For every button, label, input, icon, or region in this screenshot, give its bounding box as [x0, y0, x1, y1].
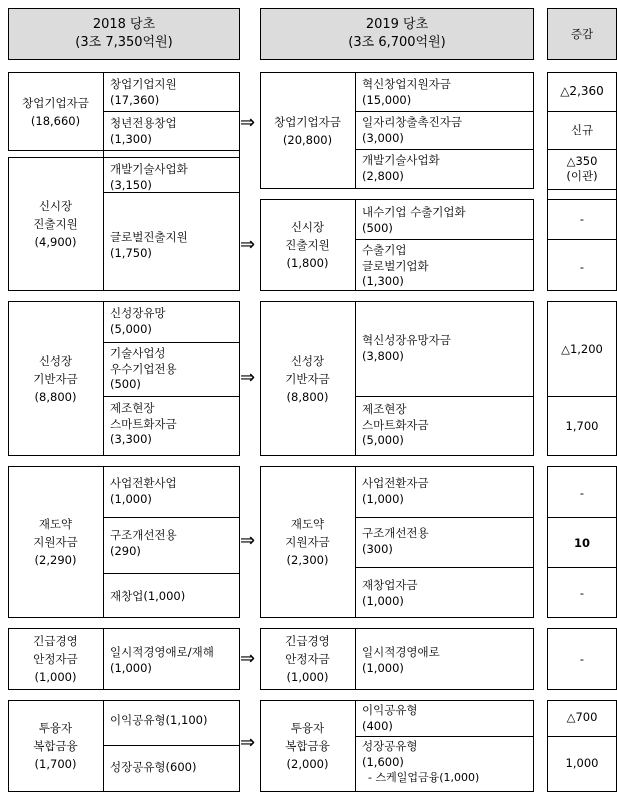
header-2019-title: 2019 당초 [365, 17, 429, 32]
s2-left-divider [103, 157, 104, 291]
s6-left-divider [103, 700, 104, 792]
s5-left-category: 긴급경영 안정자금 (1,000) [33, 634, 78, 684]
header-2018 [8, 8, 240, 60]
s3-right-item-2: 제조현장 스마트화자금 (5,000) [362, 402, 429, 447]
s4-left-rowline-2 [103, 573, 240, 574]
s1-left-rowline [103, 111, 240, 112]
s1-right-rowline-1 [355, 111, 534, 112]
s1-diff-1: △2,360 [560, 84, 604, 98]
s6-right-divider [355, 700, 356, 792]
s6-diff-line [547, 736, 617, 737]
s6-right-subitem: - 스케일업금융(1,000) [368, 771, 480, 784]
s2-left-item-1: 개발기술사업화 (3,150) [110, 162, 188, 192]
s5-right-category: 긴급경영 안정자금 (1,000) [285, 634, 330, 684]
s3-left-divider [103, 301, 104, 456]
s3-diff-1: △1,200 [561, 342, 603, 356]
s1-diff-2: 신규 [570, 123, 594, 137]
header-2019-total: (3조 6,700억원) [348, 35, 446, 50]
s1-right-item-3: 개발기술사업화 (2,800) [362, 153, 440, 183]
s3-left-item-3: 제조현장 스마트화자금 (3,300) [110, 401, 177, 446]
s1-right-item-2: 일자리창출촉진자금 (3,000) [362, 115, 462, 145]
s5-diff-1: - [579, 652, 585, 666]
s6-right-category: 투융자 복합금융 (2,000) [285, 721, 330, 771]
s1-left-category: 창업기업자금 (18,660) [22, 95, 89, 128]
s1-right-category: 창업기업자금 (20,800) [274, 114, 341, 147]
s3-right-category: 신성장 기반자금 (8,800) [285, 353, 330, 404]
s4-left-category: 재도약 지원자금 (2,290) [33, 517, 78, 567]
s4-right-item-1: 사업전환자금 (1,000) [362, 476, 429, 506]
header-2018-total: (3조 7,350억원) [75, 35, 173, 50]
s2-left-category: 신시장 진출지원 (4,900) [33, 199, 78, 249]
s2-diff-1: - [579, 212, 585, 226]
s1-left-item-2: 청년전용창업 (1,300) [110, 116, 177, 146]
s4-right-rowline-2 [355, 567, 534, 568]
s4-right-item-3: 재창업자금 (1,000) [362, 578, 418, 608]
s3-right-item-1: 혁신성장유망자금 (3,800) [362, 333, 451, 363]
s6-right-item-1: 이익공유형 (400) [362, 703, 418, 733]
s6-left-item-2: 성장공유형(600) [110, 760, 197, 774]
s4-diff-3: - [579, 586, 585, 600]
header-change-label: 증감 [570, 27, 594, 41]
header-2018-title: 2018 당초 [92, 17, 156, 32]
s6-diff-1: △700 [566, 710, 598, 724]
s3-left-rowline-2 [103, 396, 240, 397]
header-2019 [260, 8, 534, 60]
s1-arrow: ⇒ [240, 112, 256, 133]
s4-left-item-1: 사업전환사업 (1,000) [110, 476, 177, 506]
s12-diff-line-4 [547, 199, 617, 200]
s12-diff-line-3 [547, 189, 617, 190]
s4-arrow: ⇒ [240, 530, 256, 551]
s2-diff-2: - [579, 260, 585, 274]
s2-right-item-1: 내수기업 수출기업화 (500) [362, 205, 466, 235]
s5-right-item-1: 일시적경영애로 (1,000) [362, 645, 440, 675]
s5-arrow: ⇒ [240, 648, 256, 669]
s1-diff-3: △350 [566, 154, 598, 168]
s3-left-rowline-1 [103, 342, 240, 343]
s5-left-divider [103, 628, 104, 690]
s3-right-divider [355, 301, 356, 456]
s4-right-item-2: 구조개선전용 (300) [362, 526, 429, 556]
s4-right-rowline-1 [355, 517, 534, 518]
s1-left-item-1: 창업기업지원 (17,360) [110, 77, 177, 107]
s4-left-rowline-1 [103, 517, 240, 518]
s6-left-item-1: 이익공유형(1,100) [110, 713, 208, 727]
s6-right-rowline [355, 736, 534, 737]
s12-diff-line-5 [547, 239, 617, 240]
s4-left-divider [103, 466, 104, 618]
s3-left-item-2: 기술사업성 우수기업전용 (500) [110, 346, 177, 391]
s3-left-item-1: 신성장유망 (5,000) [110, 306, 166, 336]
s6-right-item-2: 성장공유형 (1,600) - 스케일업금융(1,000) [362, 739, 480, 784]
s2-right-item-2: 수출기업 글로벌기업화 (1,300) [362, 243, 429, 288]
s1-diff-4: (이관) [566, 169, 598, 183]
s2-right-category: 신시장 진출지원 (1,800) [285, 220, 330, 270]
s12-diff-line-1 [547, 111, 617, 112]
s6-left-rowline [103, 745, 240, 746]
s6-left-category: 투융자 복합금융 (1,700) [33, 721, 78, 771]
s2-right-divider [355, 199, 356, 291]
s2-arrow: ⇒ [240, 234, 256, 255]
s1-right-rowline-2 [355, 149, 534, 150]
s1-s2-connector-right [239, 151, 240, 157]
s3-arrow: ⇒ [240, 367, 256, 388]
s1-right-divider [355, 72, 356, 189]
s4-diff-2: 10 [573, 536, 590, 550]
s3-diff-line [547, 396, 617, 397]
s2-right-rowline [355, 239, 534, 240]
s5-left-item-1: 일시적경영애로/재해 (1,000) [110, 645, 214, 675]
s12-diff-line-2 [547, 149, 617, 150]
s1-right-item-1: 혁신창업지원자금 (15,000) [362, 77, 451, 107]
s4-diff-line-2 [547, 567, 617, 568]
s4-left-item-3: 재창업(1,000) [110, 589, 186, 603]
s4-right-divider [355, 466, 356, 618]
s3-right-rowline [355, 396, 534, 397]
s5-right-divider [355, 628, 356, 690]
s2-left-item-2: 글로벌진출지원 (1,750) [110, 230, 188, 260]
s3-left-category: 신성장 기반자금 (8,800) [33, 353, 78, 404]
s4-diff-1: - [579, 486, 585, 500]
s3-diff-2: 1,700 [565, 419, 599, 433]
header-change [547, 8, 617, 60]
s4-left-item-2: 구조개선전용 (290) [110, 528, 177, 558]
s6-arrow: ⇒ [240, 732, 256, 753]
s4-right-category: 재도약 지원자금 (2,300) [285, 517, 330, 567]
s4-diff-line-1 [547, 517, 617, 518]
s6-diff-2: 1,000 [565, 756, 599, 770]
